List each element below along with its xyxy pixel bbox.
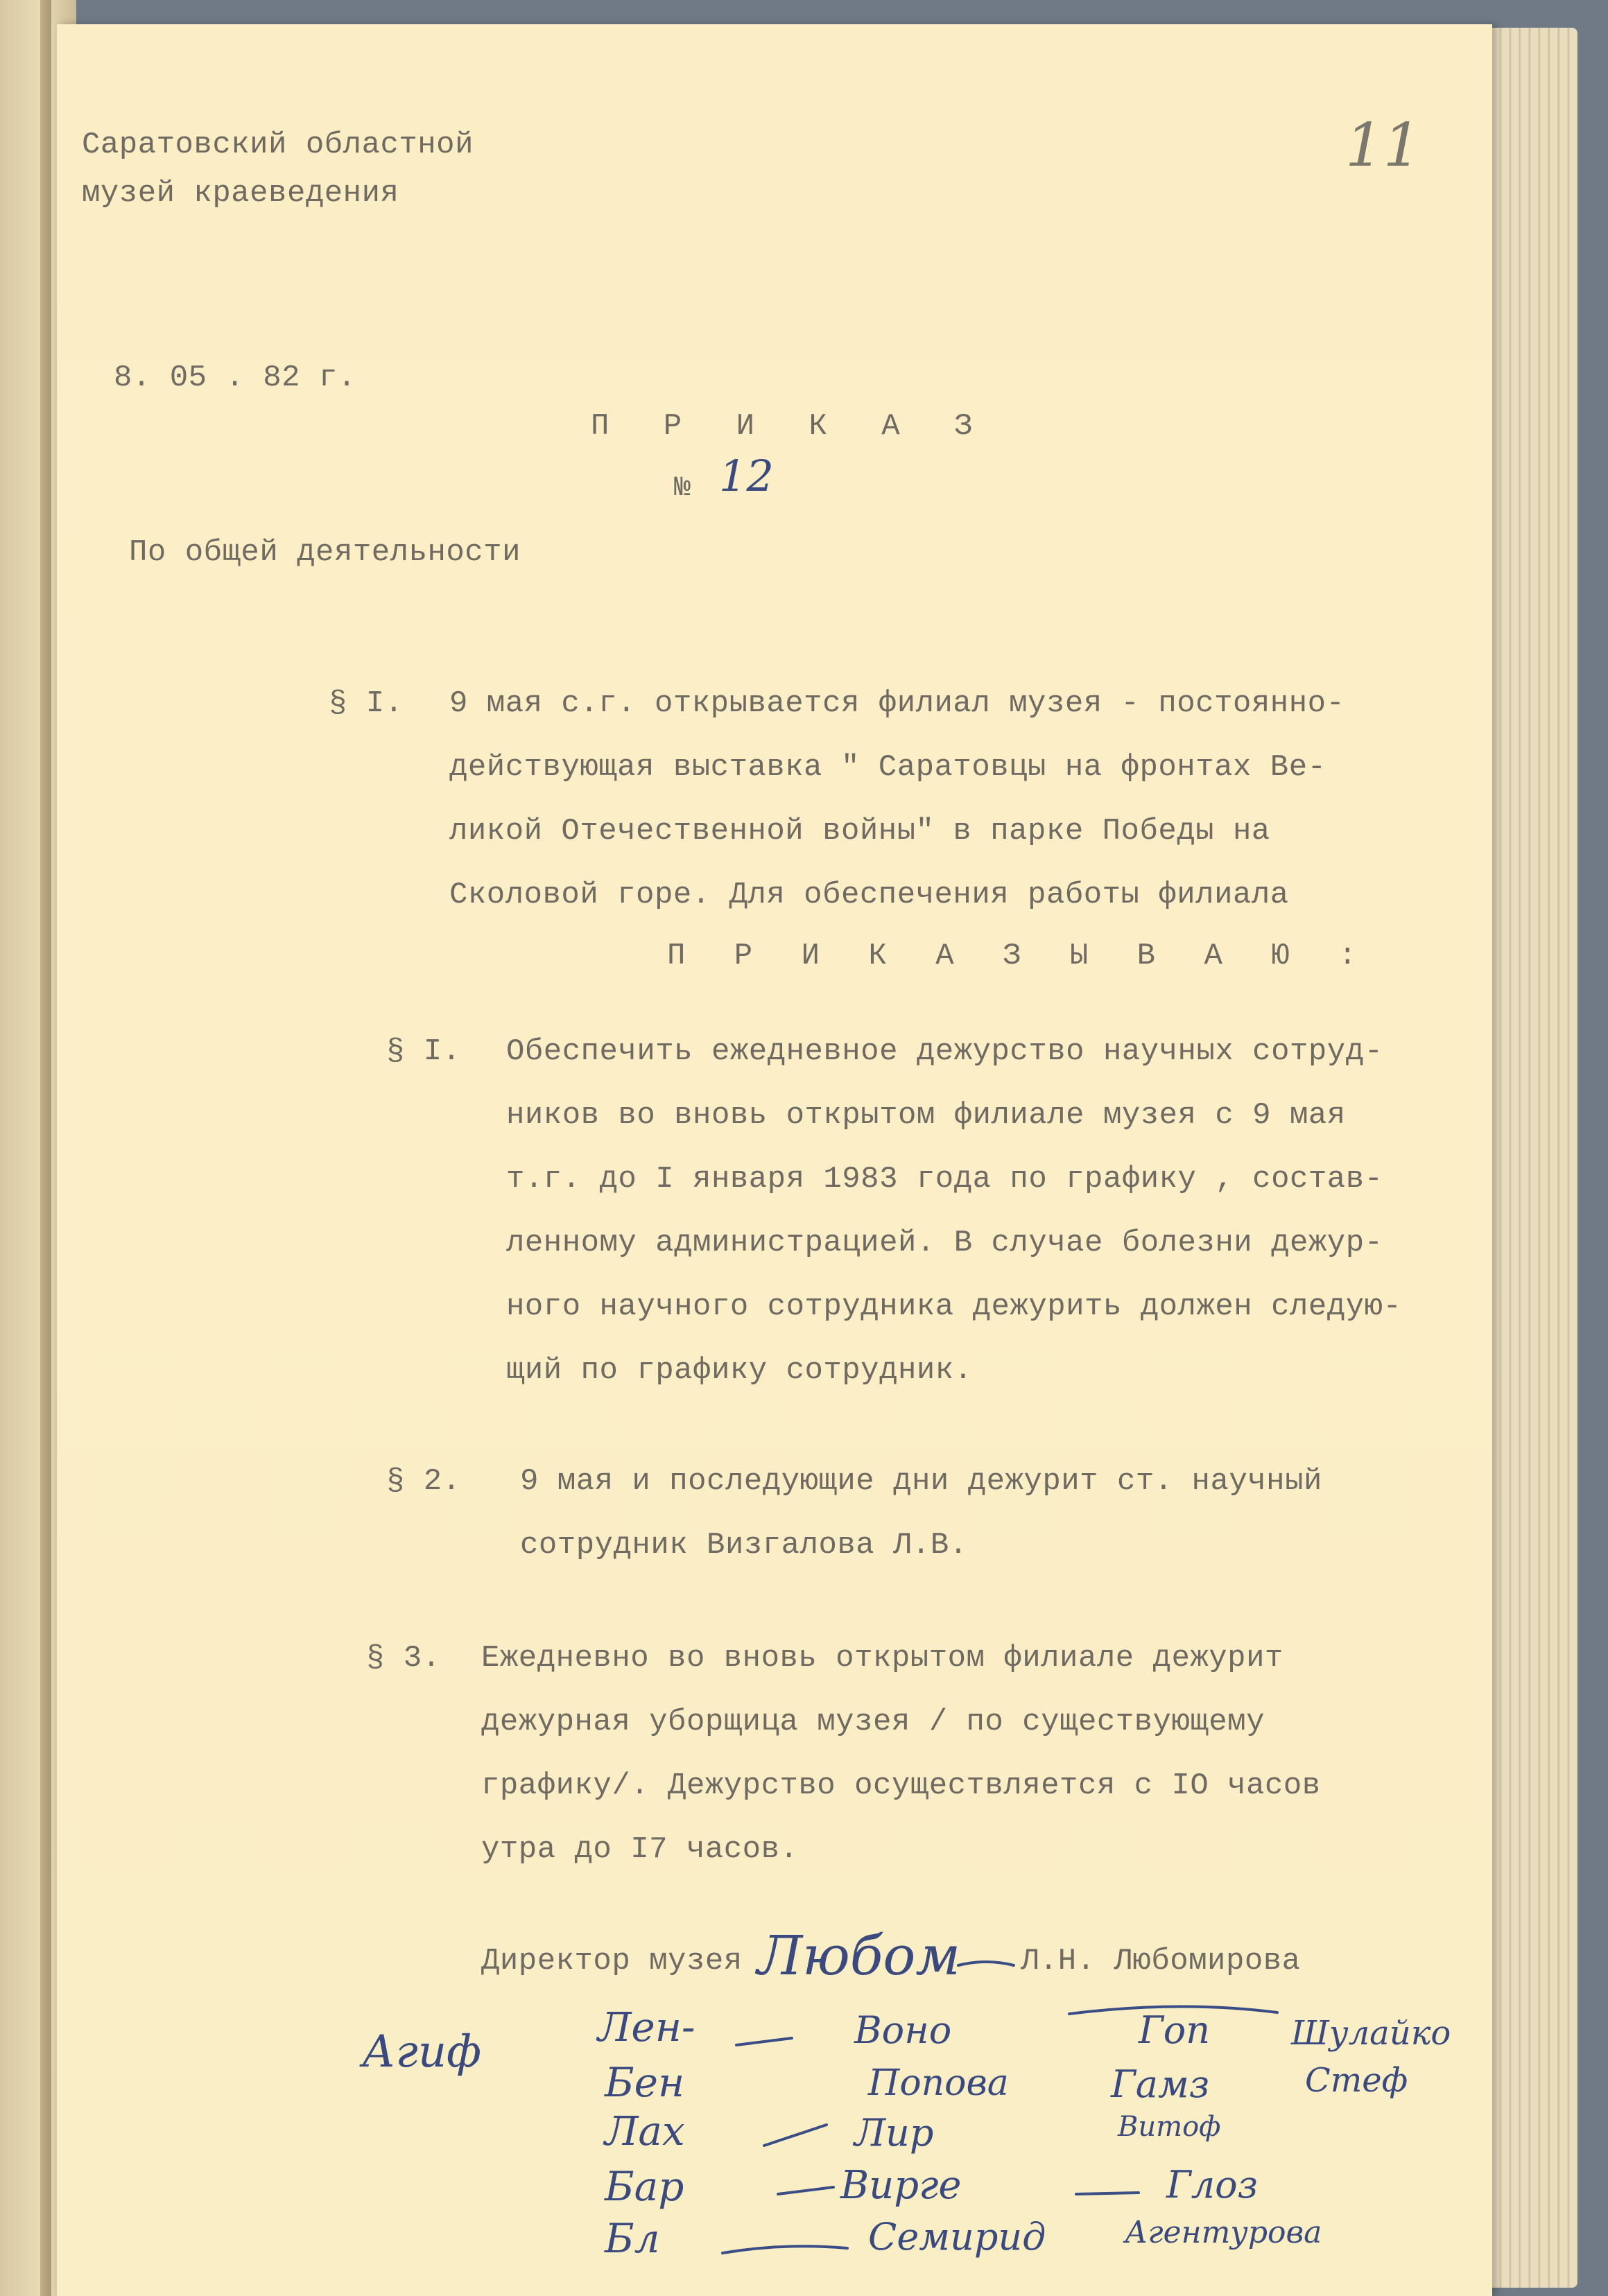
paragraph-line: сотрудник Визгалова Л.В. [520, 1528, 968, 1563]
ack-signature: Лир [854, 2111, 934, 2155]
signatory-title: Директор музея [481, 1944, 743, 1978]
ack-signature: Бар [605, 2163, 684, 2210]
order-command: П Р И К А З Ы В А Ю : [667, 939, 1372, 973]
paragraph-line: Обеспечить ежедневное дежурство научных сотруд- [506, 1034, 1383, 1069]
paragraph-marker: § 3. [366, 1641, 441, 1676]
ack-signature: Воно [854, 2008, 952, 2052]
document-sheet [57, 24, 1492, 2296]
preamble-line: ликой Отечественной войны" в парке Победы на [449, 814, 1270, 849]
paragraph-line: графику/. Дежурство осуществляется с IO часов [481, 1768, 1321, 1803]
ack-signature: Гамз [1111, 2062, 1210, 2106]
signature-strokes [57, 24, 1492, 2296]
ack-signature: Семирид [868, 2215, 1046, 2259]
preamble-line: 9 мая с.г. открывается филиал музея - постоянно- [449, 686, 1345, 721]
org-name-line1: Саратовский областной [82, 128, 474, 162]
sheet-number: 11 [1345, 111, 1421, 180]
ack-signature: Гоп [1139, 2008, 1211, 2052]
preamble-line: Сколовой горе. Для обеспечения работы филиала [449, 878, 1289, 912]
ack-signature: Глоз [1166, 2163, 1259, 2207]
ack-signature: Бен [605, 2059, 685, 2106]
paragraph-marker: § 2. [386, 1464, 461, 1499]
order-date: 8. 05 . 82 г. [114, 360, 356, 395]
preamble-marker: § I. [329, 686, 404, 721]
paragraph-line: щий по графику сотрудник. [506, 1353, 973, 1388]
org-name-line2: музей краеведения [82, 176, 399, 211]
order-subject: По общей деятельности [129, 535, 521, 570]
signatory-name: Л.Н. Любомирова [1021, 1944, 1301, 1978]
paragraph-line: Ежедневно во вновь открытом филиале дежурит [481, 1641, 1283, 1676]
order-title: П Р И К А З [591, 409, 991, 444]
ack-signature: Лен- [598, 2003, 695, 2051]
ack-signature: Вирге [840, 2163, 962, 2208]
paragraph-line: ного научного сотрудника дежурить должен следую- [506, 1289, 1402, 1324]
paragraph-line: т.г. до I января 1983 года по графику , состав- [506, 1162, 1383, 1197]
paragraph-line: 9 мая и последующие дни дежурит ст. научный [520, 1464, 1322, 1499]
order-number: 12 [719, 451, 774, 501]
paragraph-marker: § I. [386, 1034, 461, 1069]
paragraph-line: ленному администрацией. В случае болезни дежур- [506, 1226, 1383, 1260]
order-number-prefix: № [674, 473, 691, 504]
paragraph-line: ников во вновь открытом филиале музея с 9 мая [506, 1098, 1346, 1133]
ack-signature: Стеф [1305, 2061, 1408, 2100]
paragraph-line: утра до I7 часов. [481, 1832, 799, 1867]
ack-signature: Бл [605, 2215, 660, 2262]
director-signature: Любом [757, 1925, 960, 1988]
preamble-line: действующая выставка " Саратовцы на фронтах Ве- [449, 750, 1326, 785]
ack-signature: Агиф [362, 2026, 482, 2078]
ack-signature: Агентурова [1125, 2215, 1322, 2250]
ack-signature: Попова [868, 2062, 1009, 2104]
ack-signature: Шулайко [1291, 2014, 1451, 2053]
ack-signature: Лах [605, 2107, 685, 2155]
ack-signature: Витоф [1118, 2111, 1221, 2143]
paragraph-line: дежурная уборщица музея / по существующему [481, 1705, 1265, 1739]
folder-binding [40, 0, 51, 2296]
